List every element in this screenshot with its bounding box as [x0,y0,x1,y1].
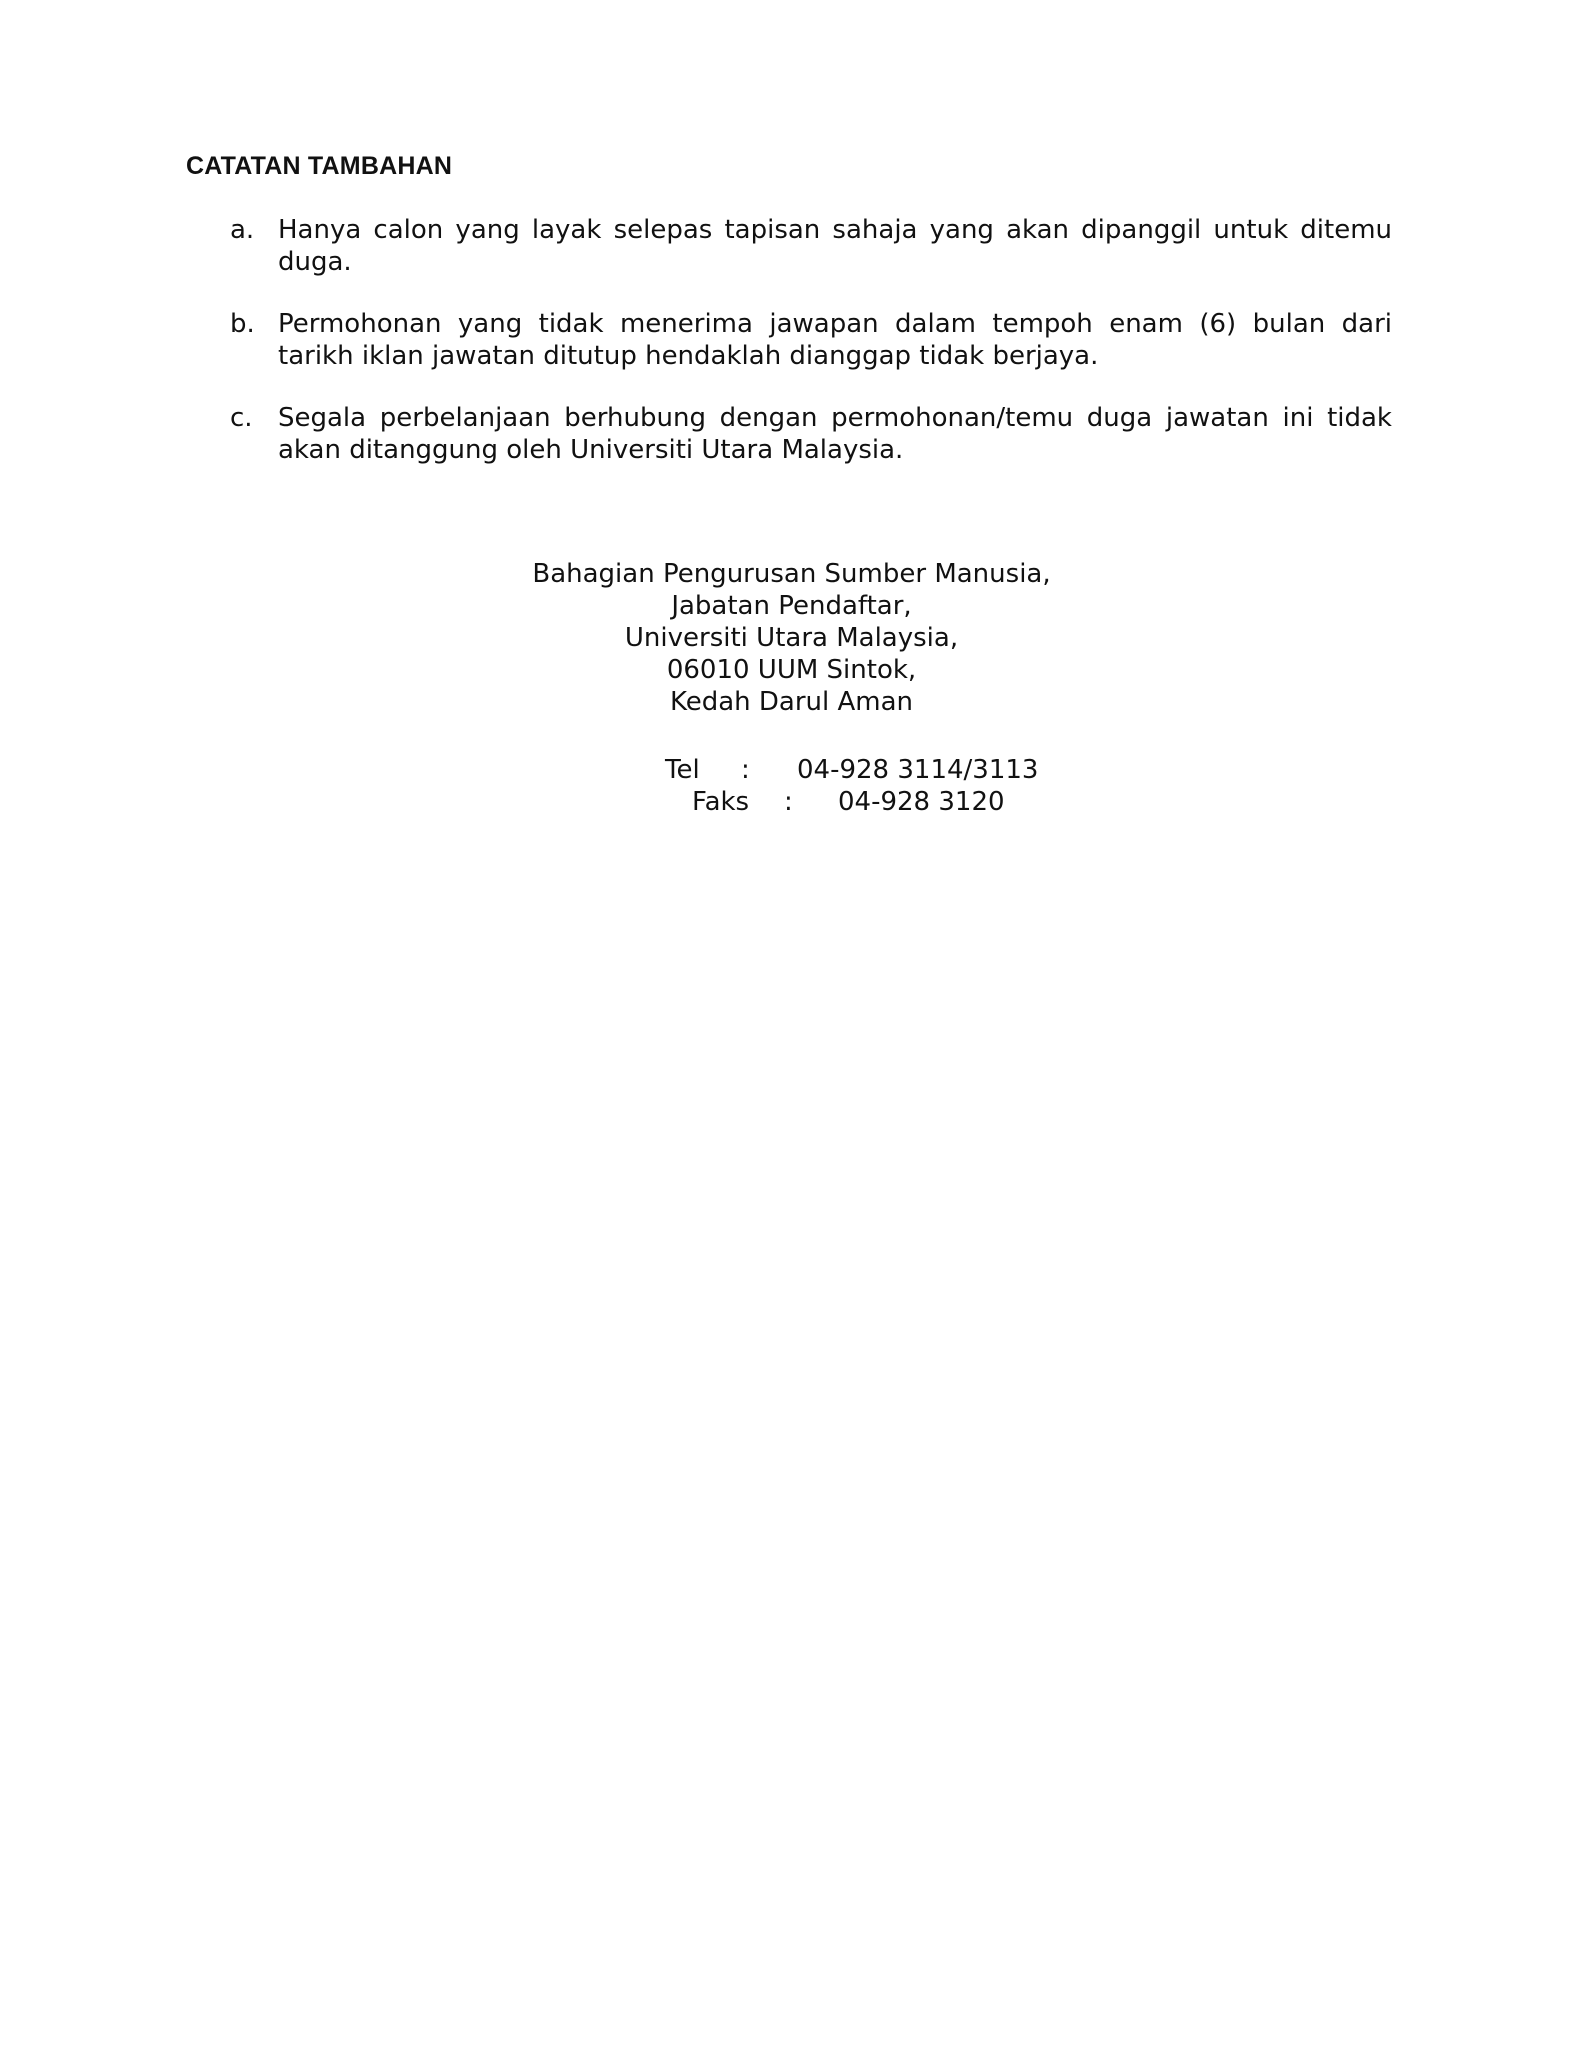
telephone-colon: : [741,755,750,785]
note-item-a [230,214,1392,278]
note-marker: a. [230,215,255,245]
note-text: Permohonan yang tidak menerima jawapan dalam tempoh enam (6) bulan dari tarikh iklan jawatan ditutup hendaklah dianggap tidak berjaya. [278,309,1392,371]
telephone-number: 04-928 3114/3113 [797,755,1039,785]
contact-telephone [665,754,1038,786]
address-line-postcode: 06010 UUM Sintok, [666,655,917,685]
fax-number: 04-928 3120 [838,787,1005,817]
note-marker: c. [230,403,253,433]
address-line-state: Kedah Darul Aman [669,687,914,717]
note-text: Segala perbelanjaan berhubung dengan permohonan/temu duga jawatan ini tidak akan ditanggung oleh Universiti Utara Malaysia. [278,403,1392,465]
note-text: Hanya calon yang layak selepas tapisan sahaja yang akan dipanggil untuk ditemu duga. [278,215,1392,277]
note-item-b [230,308,1392,372]
fax-colon: : [784,787,793,817]
telephone-label: Tel [665,755,700,785]
notes-list [230,214,1392,496]
address-line-office: Jabatan Pendaftar, [671,591,912,621]
address-line-department: Bahagian Pengurusan Sumber Manusia, [532,559,1051,589]
fax-label: Faks [692,787,750,817]
contact-fax [692,786,1005,818]
section-heading: CATATAN TAMBAHAN [186,152,453,180]
note-item-c [230,402,1392,466]
address-block [0,558,1583,718]
address-line-university: Universiti Utara Malaysia, [624,623,959,653]
note-marker: b. [230,309,255,339]
